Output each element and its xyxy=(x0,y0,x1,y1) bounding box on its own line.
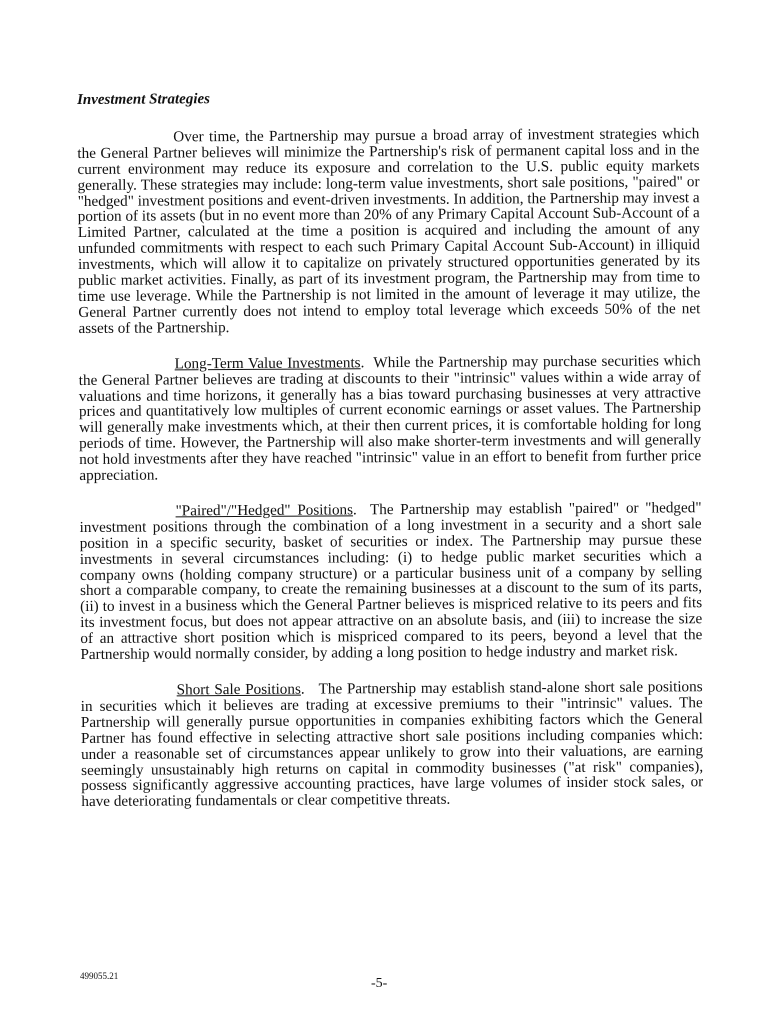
paired-hedged-title: "Paired"/"Hedged" Positions xyxy=(175,501,354,520)
document-page xyxy=(77,89,703,830)
long-term-value-body: While the Partnership may purchase securities which the General Partner believes are trading at discounts to their "intrinsic" values within a wide array of valuations and time horizons, it generally has a bias toward purchasing businesses at very attractive prices and quantitatively low multiples of current economic earnings or asset values. The Partnership will generally make investments which, at their then current prices, it is comfortable holding for long periods of time. However, the Partnership will also make shorter-term investments and will generally not hold investments after they have reached "intrinsic" value in an effort to benefit from further price appreciation. xyxy=(78,351,702,485)
paired-hedged-body: The Partnership may establish "paired" or "hedged" investment positions through the combination of a long investment in a security and a short sale position in a specific security, basket of securities or index. The Partnership may pursue these investments in several circumstances including: (i) to hedge public market securities which a company owns (holding company structure) or a particular business unit of a company by selling short a comparable company, to create the remaining businesses at a discount to the sum of its parts, (ii) to invest in a business which the General Partner believes is mispriced relative to its peers and fits its investment focus, but does not appear attractive on an absolute basis, and (iii) to increase the size of an attractive short position which is mispriced compared to its peers, beyond a level that the Partnership would normally consider, by adding a long position to hedge industry and market risk. xyxy=(79,499,703,664)
short-sale-title: Short Sale Positions xyxy=(176,680,301,699)
intro-paragraph: Over time, the Partnership may pursue a broad array of investment strategies which the General Partner believes will minimize the Partnership's risk of permanent capital loss and in the current environment may reduce its exposure and correlation to the U.S. public equity markets generally. These strategies may include: long-term value investments, short sale positions, "paired" or "hedged" investment positions and event-driven investments. In addition, the Partnership may invest a portion of its assets (but in no event more than 20% of any Primary Capital Account Sub-Account of a Limited Partner, calculated at the time a position is acquired and including the amount of any unfunded commitments with respect to each such Primary Capital Account Sub-Account) in illiquid investments, which will allow it to capitalize on privately structured opportunities generated by its public market activities. Finally, as part of its investment program, the Partnership may from time to time use leverage. While the Partnership is not limited in the amount of leverage it may utilize, the General Partner currently does not intend to employ total leverage which exceeds 50% of the net assets of the Partnership. xyxy=(77,125,701,337)
paired-hedged-paragraph: "Paired"/"Hedged" Positions. The Partnership may establish "paired" or "hedged" investment positions through the combination of a long investment in a security and a short sale position in a specific security, basket of securities or index. The Partnership may pursue these investments in several circumstances including: (i) to hedge public market securities which a company owns (holding company structure) or a particular business unit of a company by selling short a comparable company, to create the remaining businesses at a discount to the sum of its parts, (ii) to invest in a business which the General Partner believes is mispriced relative to its peers and fits its investment focus, but does not appear attractive on an absolute basis, and (iii) to increase the size of an attractive short position which is mispriced compared to its peers, beyond a level that the Partnership would normally consider, by adding a long position to hedge industry and market risk. xyxy=(79,499,703,664)
short-sale-body: The Partnership may establish stand-alone short sale positions in securities which it believes are trading at excessive premiums to their "intrinsic" values. The Partnership will generally pursue opportunities in companies exhibiting factors which the General Partner has found effective in selecting attractive short sale positions including companies which: under a reasonable set of circumstances appear unlikely to grow into their valuations, are earning seemingly unsustainably high returns on capital in commodity businesses ("at risk" companies), possess significantly aggressive accounting practices, have large volumes of insider stock sales, or have deteriorating fundamentals or clear competitive threats. xyxy=(80,678,704,811)
short-sale-paragraph: Short Sale Positions. The Partnership may establish stand-alone short sale positions in securities which it believes are trading at excessive premiums to their "intrinsic" values. The Partnership will generally pursue opportunities in companies exhibiting factors which the General Partner has found effective in selecting attractive short sale positions including companies which: under a reasonable set of circumstances appear unlikely to grow into their valuations, are earning seemingly unsustainably high returns on capital in commodity businesses ("at risk" companies), possess significantly aggressive accounting practices, have large volumes of insider stock sales, or have deteriorating fundamentals or clear competitive threats. xyxy=(80,678,704,811)
page-number: -5- xyxy=(371,976,388,991)
document-id: 499055.21 xyxy=(80,971,119,981)
section-heading: Investment Strategies xyxy=(76,91,211,108)
long-term-value-paragraph: Long-Term Value Investments. While the Partnership may purchase securities which the General Partner believes are trading at discounts to their "intrinsic" values within a wide array of valuations and time horizons, it generally has a bias toward purchasing businesses at very attractive prices and quantitatively low multiples of current economic earnings or asset values. The Partnership will generally make investments which, at their then current prices, it is comfortable holding for long periods of time. However, the Partnership will also make shorter-term investments and will generally not hold investments after they have reached "intrinsic" value in an effort to benefit from further price appreciation. xyxy=(78,351,702,485)
long-term-value-title: Long-Term Value Investments xyxy=(174,353,361,373)
